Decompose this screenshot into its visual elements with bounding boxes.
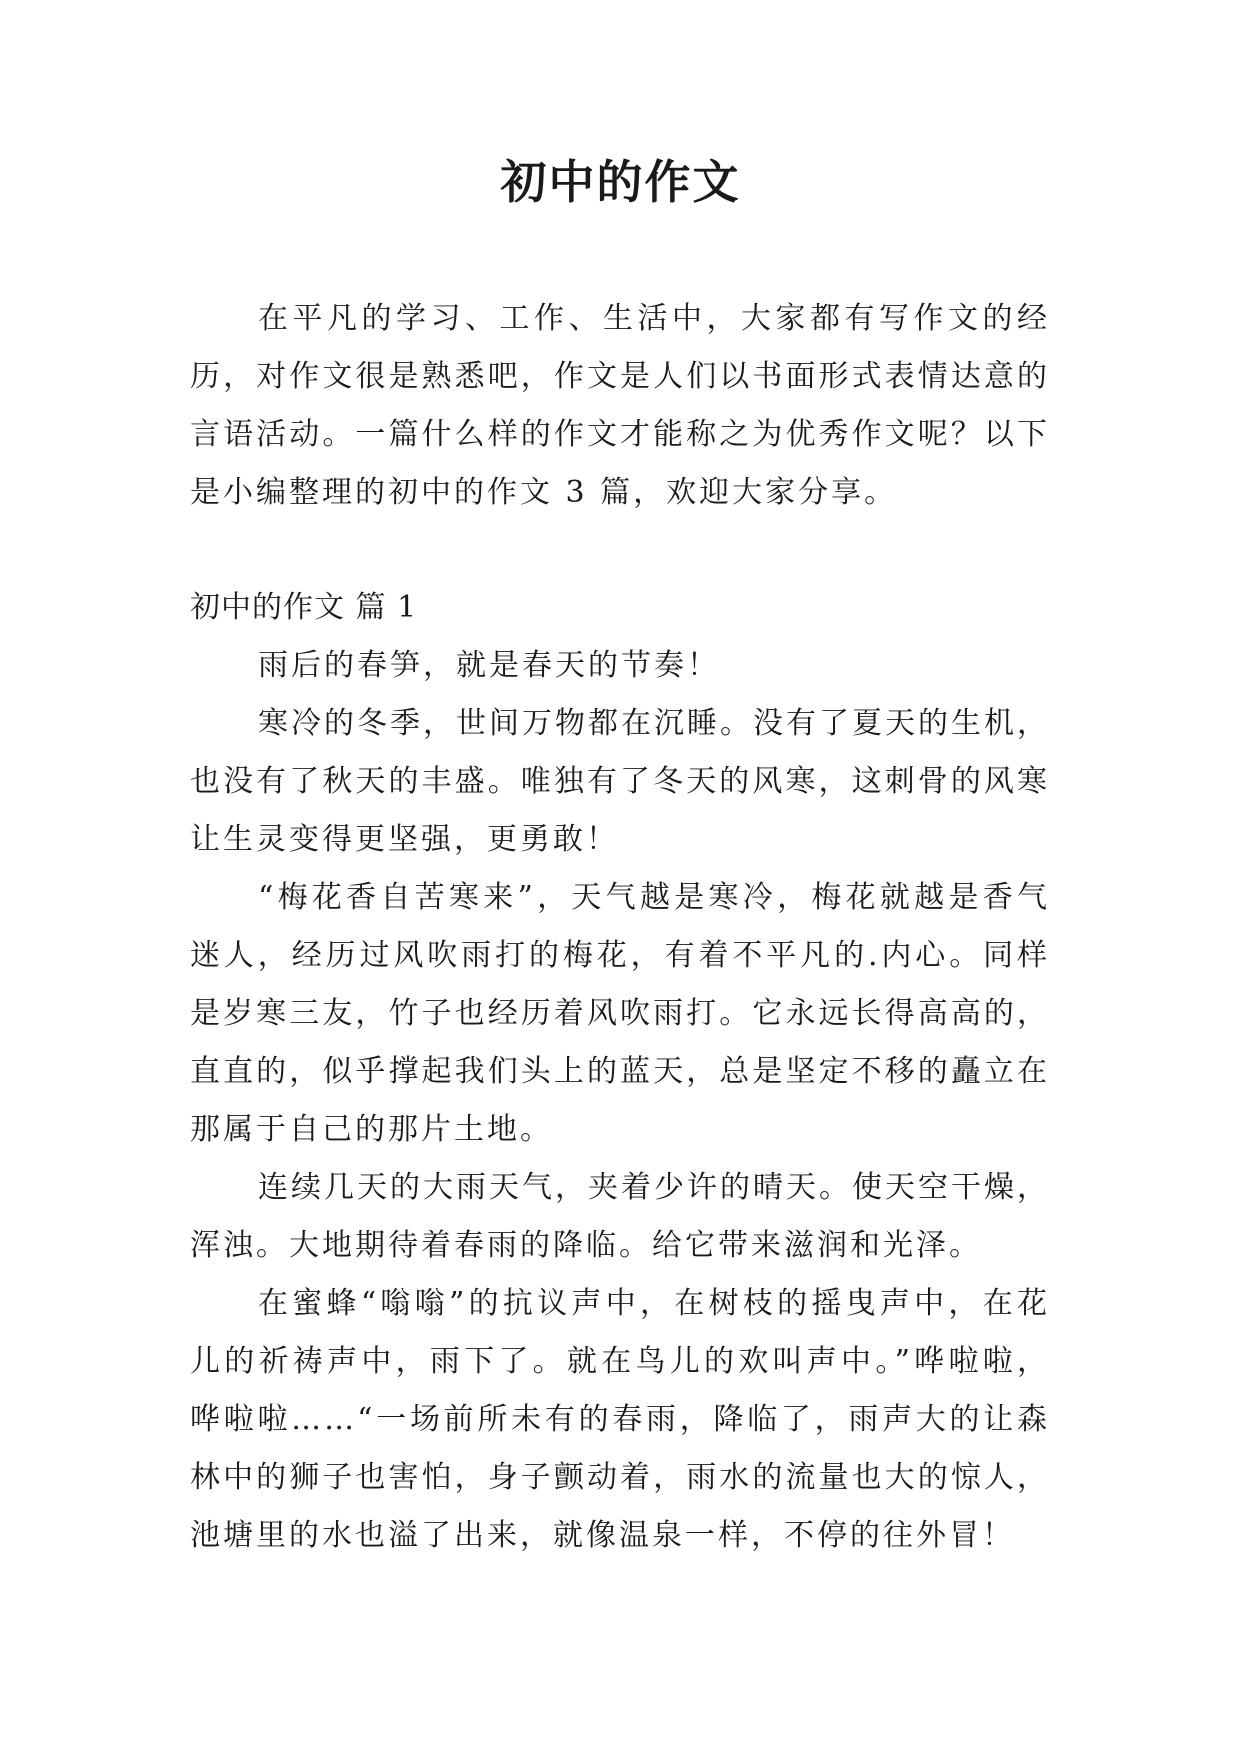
intro-paragraph: 在平凡的学习、工作、生活中，大家都有写作文的经历，对作文很是熟悉吧，作文是人们以书面形式表情达意的言语活动。一篇什么样的作文才能称之为优秀作文呢？以下是小编整理的初中的作文 3 篇，欢迎大家分享。 bbox=[190, 301, 1050, 510]
body-paragraph-1: 雨后的春笋，就是春天的节奏！ bbox=[258, 648, 720, 683]
document-title: 初中的作文 bbox=[500, 155, 741, 209]
body-paragraph-4: 连续几天的大雨天气，夹着少许的晴天。使天空干燥，浑浊。大地期待着春雨的降临。给它带来滋润和光泽。 bbox=[190, 1170, 1050, 1263]
body-paragraph-5: 在蜜蜂“嗡嗡”的抗议声中，在树枝的摇曳声中，在花儿的祈祷声中，雨下了。就在鸟儿的欢叫声中。”哗啦啦，哗啦啦……“一场前所未有的春雨，降临了，雨声大的让森林中的狮子也害怕，身子颤动着，雨水的流量也大的惊人，池塘里的水也溢了出来，就像温泉一样，不停的往外冒！ bbox=[190, 1286, 1050, 1553]
body-paragraph-2: 寒冷的冬季，世间万物都在沉睡。没有了夏天的生机，也没有了秋天的丰盛。唯独有了冬天的风寒，这刺骨的风寒让生灵变得更坚强，更勇敢！ bbox=[190, 706, 1050, 857]
article-body bbox=[190, 637, 1050, 1565]
body-paragraph-3: “梅花香自苦寒来”，天气越是寒冷，梅花就越是香气迷人，经历过风吹雨打的梅花，有着不平凡的.内心。同样是岁寒三友，竹子也经历着风吹雨打。它永远长得高高的，直直的，似乎撑起我们头上的蓝天，总是坚定不移的矗立在那属于自己的那片土地。 bbox=[190, 880, 1050, 1147]
intro-section bbox=[190, 290, 1050, 522]
section-heading: 初中的作文 篇 1 bbox=[190, 590, 418, 625]
